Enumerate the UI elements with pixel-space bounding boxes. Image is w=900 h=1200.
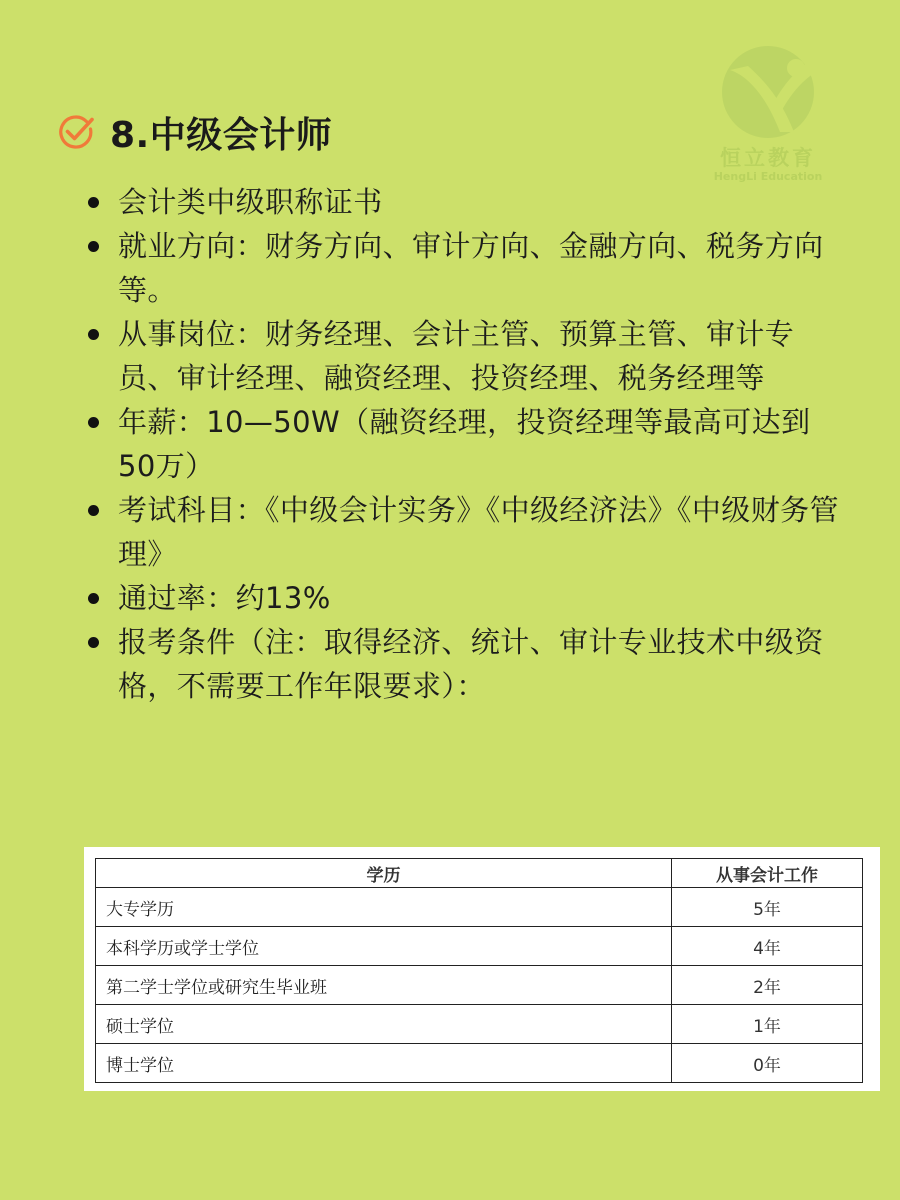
bullet-text: 考试科目：《中级会计实务》《中级经济法》《中级财务管理》	[118, 493, 839, 571]
bullet-dot-icon	[88, 417, 99, 428]
bullet-career-direction	[84, 224, 844, 312]
table-row	[96, 966, 863, 1005]
cell-years: 2年	[672, 966, 863, 1005]
cell-years: 1年	[672, 1005, 863, 1044]
logo-name: 恒立教育	[720, 146, 816, 170]
section-title-row	[56, 108, 332, 156]
cell-years: 5年	[672, 888, 863, 927]
table-row	[96, 927, 863, 966]
bullet-dot-icon	[88, 241, 99, 252]
header-education: 学历	[96, 859, 672, 888]
bullet-dot-icon	[88, 637, 99, 648]
header-work-years: 从事会计工作	[672, 859, 863, 888]
logo-subtitle: HengLi Education	[713, 170, 823, 183]
requirements-table-card	[84, 847, 880, 1091]
table-header-row	[96, 859, 863, 888]
bullet-text: 报考条件（注：取得经济、统计、审计专业技术中级资格，不需要工作年限要求）：	[118, 625, 824, 703]
bullet-positions	[84, 312, 844, 400]
bullet-dot-icon	[88, 329, 99, 340]
bullet-text: 从事岗位：财务经理、会计主管、预算主管、审计专员、审计经理、融资经理、投资经理、税务经理等	[118, 317, 795, 395]
bullet-dot-icon	[88, 593, 99, 604]
bullet-salary	[84, 400, 844, 488]
table-row	[96, 888, 863, 927]
cell-education: 大专学历	[96, 888, 672, 927]
cell-education: 第二学士学位或研究生毕业班	[96, 966, 672, 1005]
bullet-text: 就业方向：财务方向、审计方向、金融方向、税务方向等。	[118, 229, 824, 307]
cell-education: 博士学位	[96, 1044, 672, 1083]
cell-years: 0年	[672, 1044, 863, 1083]
bullet-text: 通过率：约13%	[118, 581, 331, 615]
table-row	[96, 1044, 863, 1083]
table-row	[96, 1005, 863, 1044]
check-circle-icon	[56, 112, 96, 152]
requirements-table	[95, 858, 863, 1083]
cell-education: 本科学历或学士学位	[96, 927, 672, 966]
bullet-certificate	[84, 180, 844, 224]
bullet-text: 会计类中级职称证书	[118, 185, 383, 219]
bullet-eligibility	[84, 620, 844, 708]
cell-education: 硕士学位	[96, 1005, 672, 1044]
bullet-dot-icon	[88, 505, 99, 516]
cell-years: 4年	[672, 927, 863, 966]
info-bullet-list	[84, 180, 844, 708]
bullet-exam-subjects	[84, 488, 844, 576]
bullet-text: 年薪：10—50W（融资经理，投资经理等最高可达到50万）	[118, 405, 811, 483]
page-title: 8.中级会计师	[110, 114, 333, 156]
hengli-education-logo	[708, 40, 828, 190]
logo-mark-icon	[708, 40, 828, 144]
bullet-dot-icon	[88, 197, 99, 208]
bullet-pass-rate	[84, 576, 844, 620]
